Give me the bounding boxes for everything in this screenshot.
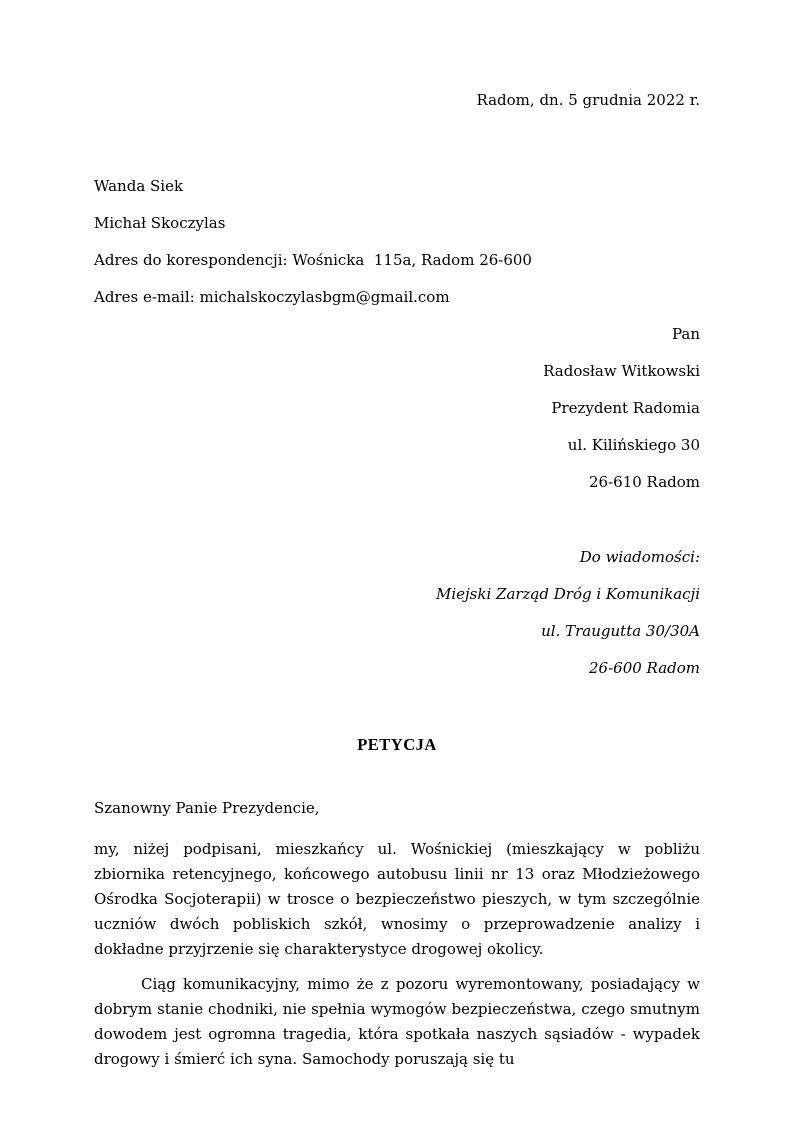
body-paragraph: Ciąg komunikacyjny, mimo że z pozoru wyremontowany, posiadający w dobrym stanie chodniki, nie spełnia wymogów bezpieczeństwa, czego smutnym dowodem jest ogromna tragedia, która spotkała naszych sąsiadów - wypadek drogowy i śmierć ich syna. Samochody poruszają się tu — [94, 975, 700, 1068]
cc-block — [94, 549, 700, 677]
cc-heading: Do wiadomości: — [579, 548, 700, 566]
letter-body — [94, 837, 700, 1072]
recipient-city: 26-610 Radom — [589, 473, 700, 491]
recipient-honorific: Pan — [671, 325, 700, 343]
cc-street: ul. Traugutta 30/30A — [541, 622, 700, 640]
recipient-name: Radosław Witkowski — [543, 362, 700, 380]
sender-email: Adres e-mail: michalskoczylasbgm@gmail.com — [94, 288, 450, 306]
sender-block — [94, 178, 700, 306]
sender-address: Adres do korespondencji: Wośnicka 115a, Radom 26-600 — [94, 251, 532, 269]
petition-title: PETYCJA — [357, 735, 437, 754]
recipient-title: Prezydent Radomia — [551, 399, 700, 417]
cc-city: 26-600 Radom — [589, 659, 700, 677]
date-line: Radom, dn. 5 grudnia 2022 r. — [476, 91, 700, 109]
salutation: Szanowny Panie Prezydencie, — [94, 799, 320, 817]
cc-organization: Miejski Zarząd Dróg i Komunikacji — [435, 585, 700, 603]
sender-name-1: Wanda Siek — [94, 177, 184, 195]
recipient-street: ul. Kilińskiego 30 — [567, 436, 700, 454]
sender-name-2: Michał Skoczylas — [94, 214, 226, 232]
body-paragraph: my, niżej podpisani, mieszkańcy ul. Wośnickiej (mieszkający w pobliżu zbiornika retencyjnego, końcowego autobusu linii nr 13 oraz Młodzieżowego Ośrodka Socjoterapii) w trosce o bezpieczeństwo pieszych, w tym szczególnie uczniów dwóch pobliskich szkół, wnosimy o przeprowadzenie analizy i dokładne przyjrzenie się charakterystyce drogowej okolicy. — [94, 840, 700, 958]
recipient-block — [94, 326, 700, 491]
